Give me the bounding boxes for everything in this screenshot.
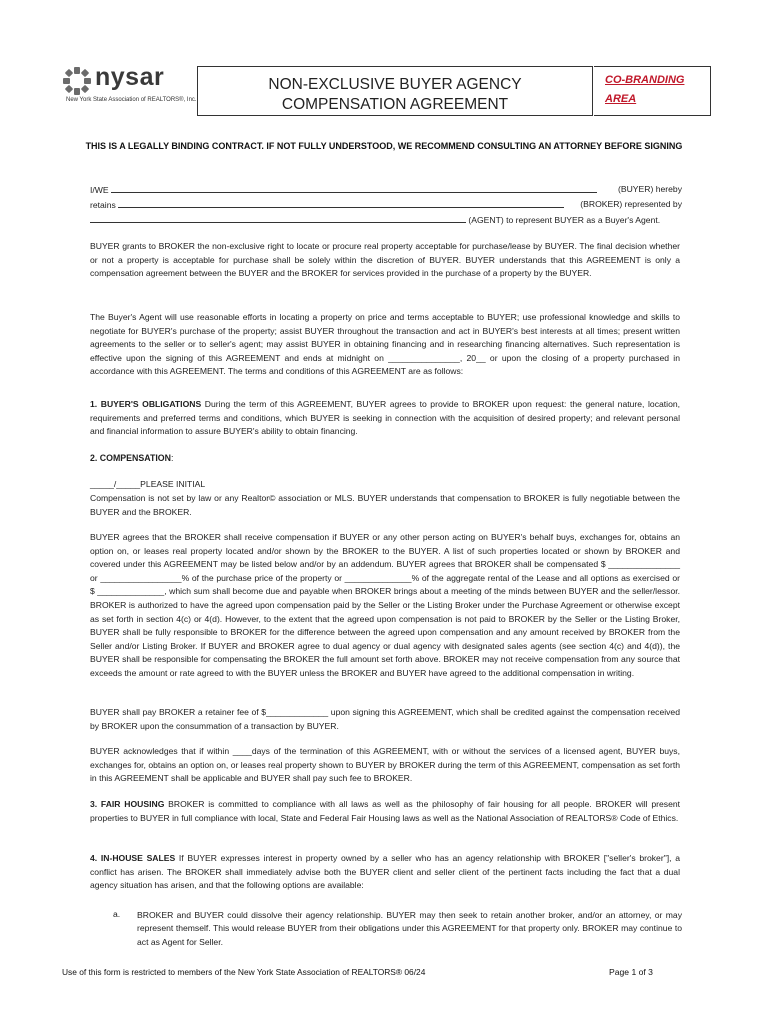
logo-wordmark: nysar	[95, 63, 165, 91]
title-line-2: COMPENSATION AGREEMENT	[281, 96, 509, 113]
section-1-text: During the term of this AGREEMENT, BUYER agrees to provide to BROKER upon request: the general nature, location, requirements and preferred terms and conditions, which BUYER is seeking in connection with the acquisition of desired property; and relevant personal and financial information to assure BUYER's ability to obtain financing.	[90, 399, 681, 437]
agent-line: (AGENT) to represent BUYER as a Buyer's Agent.	[90, 214, 660, 225]
nysar-logo	[62, 63, 197, 108]
page-number: Page 1 of 3	[609, 967, 653, 977]
logo-subtitle: New York State Association of REALTORS®, Inc.	[66, 97, 197, 103]
nysar-logo-mark-icon	[62, 66, 92, 96]
section-2-heading: 2. COMPENSATION:	[90, 453, 174, 463]
item-a-text: BROKER and BUYER could dissolve their agency relationship. BUYER may then seek to retain another broker, and/or an attorney, or may represent themself. This would release BUYER from their obligations under this AGREEMENT for that property only. BROKER may continue to act as Agent for Seller.	[137, 910, 682, 947]
agent-paragraph: The Buyer's Agent will use reasonable efforts in locating a property on price and terms acceptable to BUYER; use professional knowledge and skills to negotiate for BUYER's purchase of the property; assist BUYER throughout the transaction and act in BUYER's best interests at all times; present written agreements to the seller or to seller's agent; may assist BUYER in obtaining financing and in researching financing alternatives. Such representation is effective upon the signing of this AGREEMENT and ends at midnight on _______________, 20__ or upon the closing of a property purchased in accordance with this AGREEMENT. The terms and conditions of this AGREEMENT are as follows:	[90, 312, 680, 377]
broker-suffix: (BROKER) represented by	[580, 199, 682, 209]
buyer-suffix: (BUYER) hereby	[618, 184, 682, 194]
grant-paragraph: BUYER grants to BROKER the non-exclusive right to locate or procure real property acceptable for purchase/lease by BUYER. The final decision whether or not a property is acceptable for purchase shall be solely within the discretion of BUYER. BUYER understands that this AGREEMENT is only a compensation agreement between the BUYER and the BROKER for services provided in the purchase of a property by the BUYER.	[90, 241, 680, 279]
co-branding-label: CO-BRANDING AREA	[605, 74, 685, 105]
title-line-1: NON-EXCLUSIVE BUYER AGENCY	[268, 76, 522, 93]
compensation-paragraph: BUYER agrees that the BROKER shall receive compensation if BUYER or any other person acting on BUYER's behalf buys, exchanges for, obtains an option on, or leases real property located and/or shown by the BROKER to the BUYER. A list of such properties located or shown by BROKER and covered under this AGREEMENT may be listed below and/or by an addendum. BUYER agrees that BROKER shall be compensated $ _______________ or _________________% of the purchase price of the property or ______________% of the aggregate rental of the Lease and all options as exercised or $ ______________, which sum shall become due and payable when BROKER brings about a meeting of the minds between BUYER and the seller/lessor. BROKER is authorized to have the agreed upon compensation paid by the Seller or the Listing Broker under the Purchase Agreement or otherwise except as set forth in section 4(c) or 4(d). However, to the extent that the agreed upon compensation is not paid to BROKER by the Seller or the Listing Broker, BUYER shall be fully responsible to BROKER for the difference between the agreed upon compensation and any amount received by BROKER from the Seller and/or Listing Broker. If BUYER and BROKER agree to dual agency or dual agency with designated sales agents (see section 4(c) and 4(d)), the BUYER shall be responsible for compensating the BROKER the full amount set forth above. BROKER may not receive compensation from any source that exceeds the amount or rate agreed to with the BUYER unless the BROKER and BUYER have agreed to the additional compensation in writing.	[90, 532, 680, 678]
section-in-house-sales	[90, 852, 680, 893]
section-buyers-obligations	[90, 398, 680, 439]
section-4-heading: 4. IN-HOUSE SALES	[90, 853, 176, 863]
section-3-heading: 3. FAIR HOUSING	[90, 799, 165, 809]
tail-period-paragraph: BUYER acknowledges that if within ____days of the termination of this AGREEMENT, with or without the services of a licensed agent, BUYER buys, exchanges for, obtains an option on, or leases real property shown to BUYER by BROKER during the term of this AGREEMENT, compensation as set forth in this AGREEMENT shall be applicable and BUYER shall pay such fee to BROKER.	[90, 746, 680, 784]
retainer-paragraph: BUYER shall pay BROKER a retainer fee of $_____________ upon signing this AGREEMENT, which shall be credited against the compensation received by BROKER upon the consummation of a transaction by BUYER.	[90, 707, 680, 731]
co-branding-box	[594, 66, 711, 116]
initial-line: _____/_____PLEASE INITIAL	[90, 479, 206, 489]
section-fair-housing	[90, 798, 680, 825]
footer-restriction-note: Use of this form is restricted to members of the New York State Association of REALTORS® 06/24	[62, 967, 426, 977]
section-3-text: BROKER is committed to compliance with all laws as well as the philosophy of fair housing for all people. BROKER will present properties to BUYER in full compliance with local, State and Federal Fair Housing laws as well as the National Association of REALTORS® Code of Ethics.	[90, 799, 681, 823]
section-1-heading: 1. BUYER'S OBLIGATIONS	[90, 399, 202, 409]
negotiable-paragraph: Compensation is not set by law or any Realtor© association or MLS. BUYER understands that compensation to BROKER is fully negotiable between the BUYER and the BROKER.	[90, 493, 680, 517]
item-a-label: a.	[113, 909, 121, 919]
broker-line: retains	[90, 199, 564, 210]
section-4-text: If BUYER expresses interest in property owned by a seller who has an agency relationship with BROKER ["seller's broker"], a conflict has arisen. The BROKER shall immediately advise both the BUYER client and seller client of the pertinent facts including the fact that a dual agency situation has arisen, and that the following options are available:	[90, 853, 680, 891]
title-box	[197, 66, 593, 116]
buyer-line: I/WE	[90, 184, 597, 195]
legal-warning: THIS IS A LEGALLY BINDING CONTRACT. IF NOT FULLY UNDERSTOOD, WE RECOMMEND CONSULTING AN ATTORNEY BEFORE SIGNING	[85, 141, 683, 151]
